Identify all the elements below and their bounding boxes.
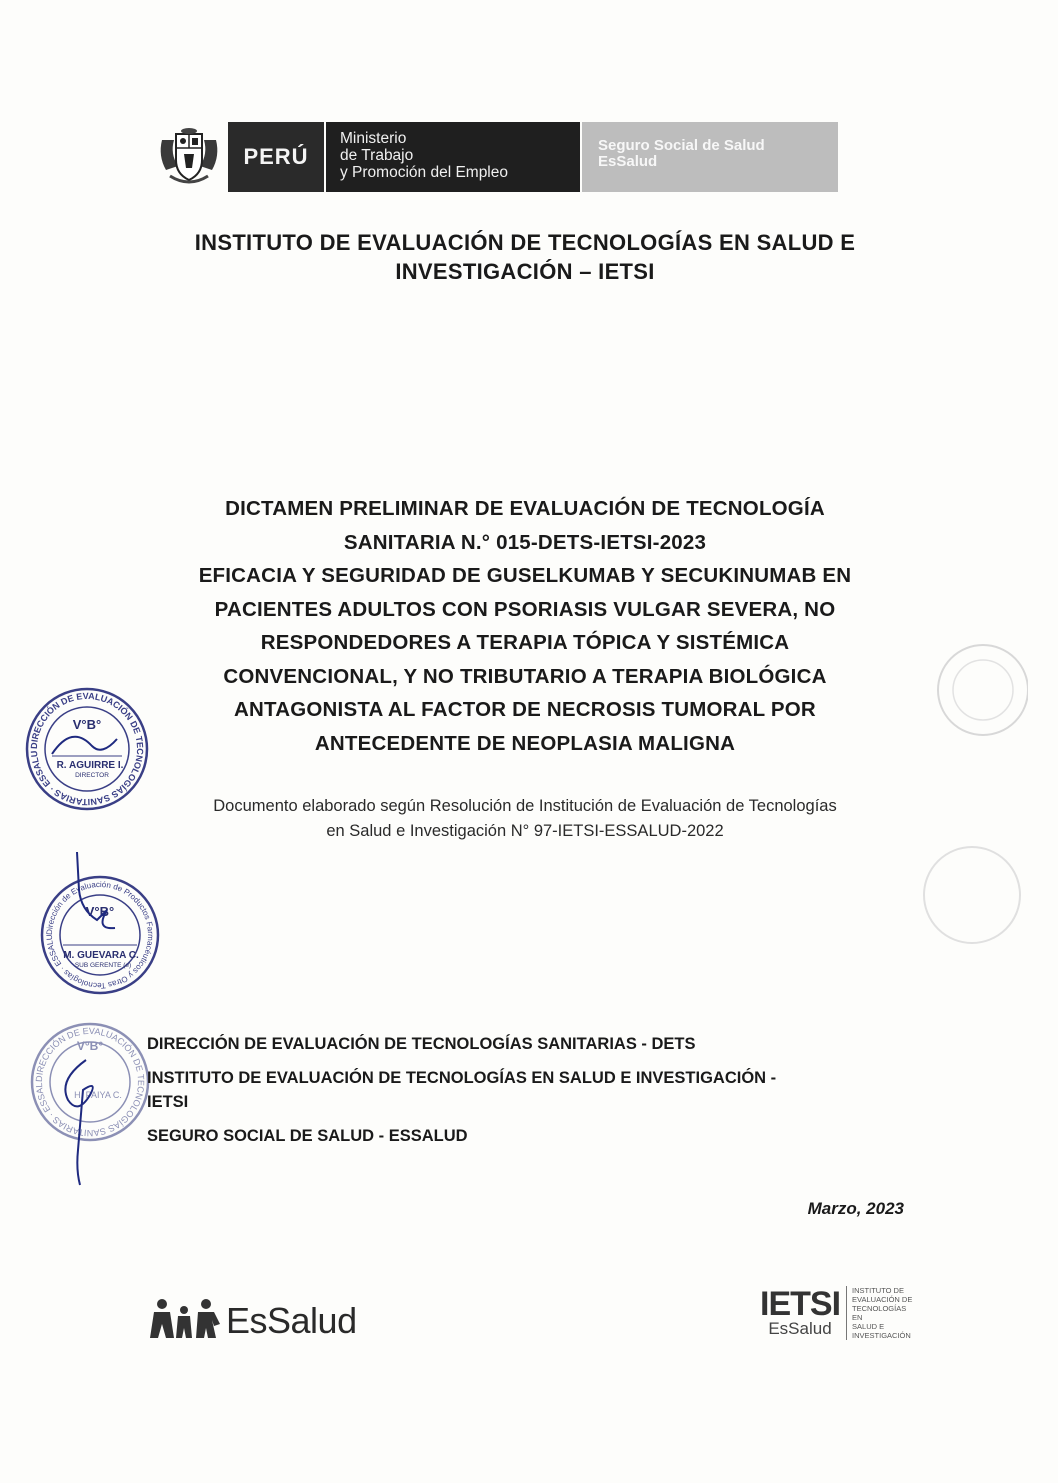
organization-essalud: SEGURO SOCIAL DE SALUD - ESSALUD xyxy=(147,1127,468,1145)
document-note: Documento elaborado según Resolución de Institución de Evaluación de Tecnologías en Salud e Investigación N° 97-IETSI-ESSALUD-2022 xyxy=(213,797,837,840)
svg-text:Dirección de Evaluación de Pro: Dirección de Evaluación de Productos Farmacéuticos y Otras Tecnologías · ESSALU xyxy=(44,879,156,991)
dictamen-title xyxy=(150,492,900,760)
dictamen-line: ANTAGONISTA AL FACTOR DE NECROSIS TUMORAL POR xyxy=(234,698,816,721)
ministry-label: Ministerio de Trabajo y Promoción del Empleo xyxy=(324,122,580,192)
dictamen-line: DICTAMEN PRELIMINAR DE EVALUACIÓN DE TECNOLOGÍA xyxy=(225,497,825,520)
dictamen-line: ANTECEDENTE DE NEOPLASIA MALIGNA xyxy=(314,731,736,755)
dictamen-line: SANITARIA N.° 015-DETS-IETSI-2023 xyxy=(343,530,707,554)
approval-stamp-paiya xyxy=(28,1020,158,1195)
svg-text:R. AGUIRRE I.: R. AGUIRRE I. xyxy=(56,760,124,771)
organization-dets: DIRECCIÓN DE EVALUACIÓN DE TECNOLOGÍAS SANITARIAS - DETS xyxy=(147,1035,696,1053)
ietsi-sub-wordmark: EsSalud xyxy=(768,1319,832,1338)
institute-title: INSTITUTO DE EVALUACIÓN DE TECNOLOGÍAS EN SALUD E INVESTIGACIÓN – IETSI xyxy=(194,230,856,284)
peru-label: PERÚ xyxy=(228,122,324,192)
ietsi-footer-logo xyxy=(760,1286,914,1340)
ietsi-wordmark: IETSI xyxy=(760,1285,841,1323)
header-logo-bar xyxy=(150,122,838,192)
dictamen-line: CONVENCIONAL, Y NO TRIBUTARIO A TERAPIA BIOLÓGICA xyxy=(223,664,827,688)
essalud-label: Seguro Social de Salud EsSalud xyxy=(580,122,838,192)
essalud-family-icon xyxy=(150,1296,222,1340)
svg-text:DIRECTOR: DIRECTOR xyxy=(75,772,109,779)
svg-text:H. PAIYA C.: H. PAIYA C. xyxy=(74,1090,122,1100)
dictamen-line: EFICACIA Y SEGURIDAD DE GUSELKUMAB Y SECUKINUMAB EN xyxy=(198,564,852,587)
peru-coat-of-arms-icon xyxy=(150,122,228,192)
svg-text:V°B°: V°B° xyxy=(85,904,115,919)
dictamen-line: PACIENTES ADULTOS CON PSORIASIS VULGAR SEVERA, NO xyxy=(214,597,836,621)
svg-text:DIRECCIÓN DE EVALUACIÓN DE TEC: DIRECCIÓN DE EVALUACIÓN DE TECNOLOGÍAS SANITARIAS · ESSAL xyxy=(33,1025,147,1139)
svg-text:V°B°: V°B° xyxy=(72,717,102,732)
essalud-wordmark: EsSalud xyxy=(226,1300,357,1341)
organization-list xyxy=(147,1032,927,1148)
faint-stamp-right-bottom xyxy=(912,840,1022,955)
document-date: Marzo, 2023 xyxy=(807,1199,904,1218)
svg-text:V°B°: V°B° xyxy=(76,1039,104,1053)
svg-text:SUB GERENTE (e): SUB GERENTE (e) xyxy=(74,962,132,969)
svg-text:DIRECCIÓN DE EVALUACIÓN DE TEC: DIRECCIÓN DE EVALUACIÓN DE TECNOLOGÍAS SANITARIAS · ESSALU xyxy=(28,690,146,808)
svg-text:M. GUEVARA C.: M. GUEVARA C. xyxy=(63,950,139,961)
approval-stamp-guevara xyxy=(35,850,165,1005)
ietsi-side-text: INSTITUTO DE EVALUACIÓN DE TECNOLOGÍAS EN SALUD E INVESTIGACIÓN xyxy=(846,1286,914,1340)
dictamen-line: RESPONDEDORES A TERAPIA TÓPICA Y SISTÉMICA xyxy=(260,631,790,654)
organization-ietsi: INSTITUTO DE EVALUACIÓN DE TECNOLOGÍAS EN SALUD E INVESTIGACIÓN - IETSI xyxy=(147,1069,777,1111)
approval-stamp-aguirre xyxy=(22,684,152,819)
faint-stamp-right-top xyxy=(928,640,1028,745)
essalud-footer-logo xyxy=(150,1296,357,1340)
